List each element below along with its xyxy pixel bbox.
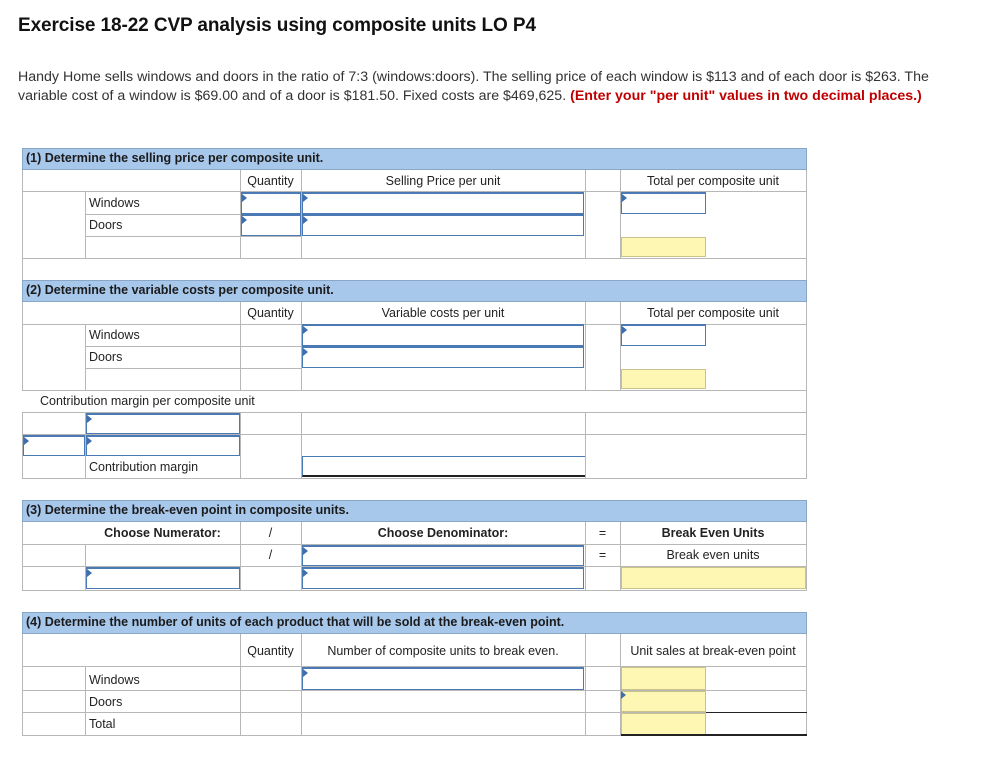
part2-total-input[interactable] (621, 324, 706, 346)
part1-total-header: Total per composite unit (646, 174, 779, 188)
cm-total-cell (302, 456, 585, 477)
page-title: Exercise 18-22 CVP analysis using composite units LO P4 (18, 15, 536, 36)
part4-quantity-header: Quantity (247, 644, 294, 658)
break-even-units-result (621, 567, 806, 589)
part2-variable-cost-total (621, 369, 706, 389)
problem-text: Handy Home sells windows and doors in the ratio of 7:3 (windows:doors). The selling price of each window is $113 and of each door is $263. The variable cost of a window is $69.00 and of a door is $181.50. Fixed costs are $469,625. (18, 69, 929, 104)
part4-windows-sales-result (621, 667, 706, 690)
part1-windows-label: Windows (89, 196, 140, 210)
part4-windows-label: Windows (89, 673, 140, 687)
part2-cost-header: Variable costs per unit (381, 306, 505, 320)
cm-label: Contribution margin (89, 460, 199, 474)
divide-sign: / (268, 548, 273, 562)
cm-sign-input[interactable] (23, 435, 85, 456)
numerator-header: Choose Numerator: (104, 526, 221, 540)
part1-windows-price-input[interactable] (302, 192, 584, 214)
part1-windows-quantity-input[interactable] (241, 192, 301, 214)
part4-sales-header: Unit sales at break-even point (630, 644, 796, 658)
part4-units-header: Number of composite units to break even. (327, 644, 559, 658)
worksheet (22, 148, 807, 738)
problem-statement (18, 68, 968, 106)
part1-quantity-header: Quantity (247, 174, 294, 188)
part1-doors-price-input[interactable] (302, 214, 584, 236)
part2-windows-label: Windows (89, 328, 140, 342)
part1-total-input[interactable] (621, 192, 706, 214)
part1-selling-price-total (621, 237, 706, 257)
part1-doors-quantity-input[interactable] (241, 214, 301, 236)
part4-total-label: Total (89, 717, 116, 731)
equals-sign: = (598, 548, 607, 562)
part4-doors-marker (621, 691, 627, 700)
part2-windows-cost-input[interactable] (302, 324, 584, 346)
part4-doors-label: Doors (89, 695, 123, 709)
part1-doors-label: Doors (89, 218, 123, 232)
part4-composite-units-input[interactable] (302, 667, 584, 690)
denominator-header: Choose Denominator: (377, 526, 509, 540)
part2-doors-cost-input[interactable] (302, 346, 584, 368)
part1-price-header: Selling Price per unit (385, 174, 501, 188)
part4-total-sales-result (621, 713, 706, 735)
part3-header: (3) Determine the break-even point in composite units. (22, 500, 807, 522)
entry-instruction: (Enter your "per unit" values in two decimal places.) (570, 88, 922, 104)
break-even-header: Break Even Units (661, 526, 765, 540)
equals-sign-header: = (598, 526, 607, 540)
cm-item-input-1[interactable] (86, 413, 240, 434)
divide-sign-header: / (268, 526, 273, 540)
part2-header: (2) Determine the variable costs per composite unit. (22, 280, 807, 302)
part4-header: (4) Determine the number of units of each product that will be sold at the break-even point. (22, 612, 807, 634)
denominator-select-1[interactable] (302, 545, 584, 566)
break-even-label: Break even units (666, 548, 760, 562)
part1-header: (1) Determine the selling price per composite unit. (22, 148, 807, 170)
cm-header: Contribution margin per composite unit (40, 394, 255, 408)
cm-item-input-2[interactable] (86, 435, 240, 456)
denominator-input[interactable] (302, 567, 584, 589)
part2-total-header: Total per composite unit (646, 306, 779, 320)
part2-doors-label: Doors (89, 350, 123, 364)
part4-doors-sales-result (621, 691, 706, 712)
numerator-input[interactable] (86, 567, 240, 589)
part2-quantity-header: Quantity (247, 306, 294, 320)
